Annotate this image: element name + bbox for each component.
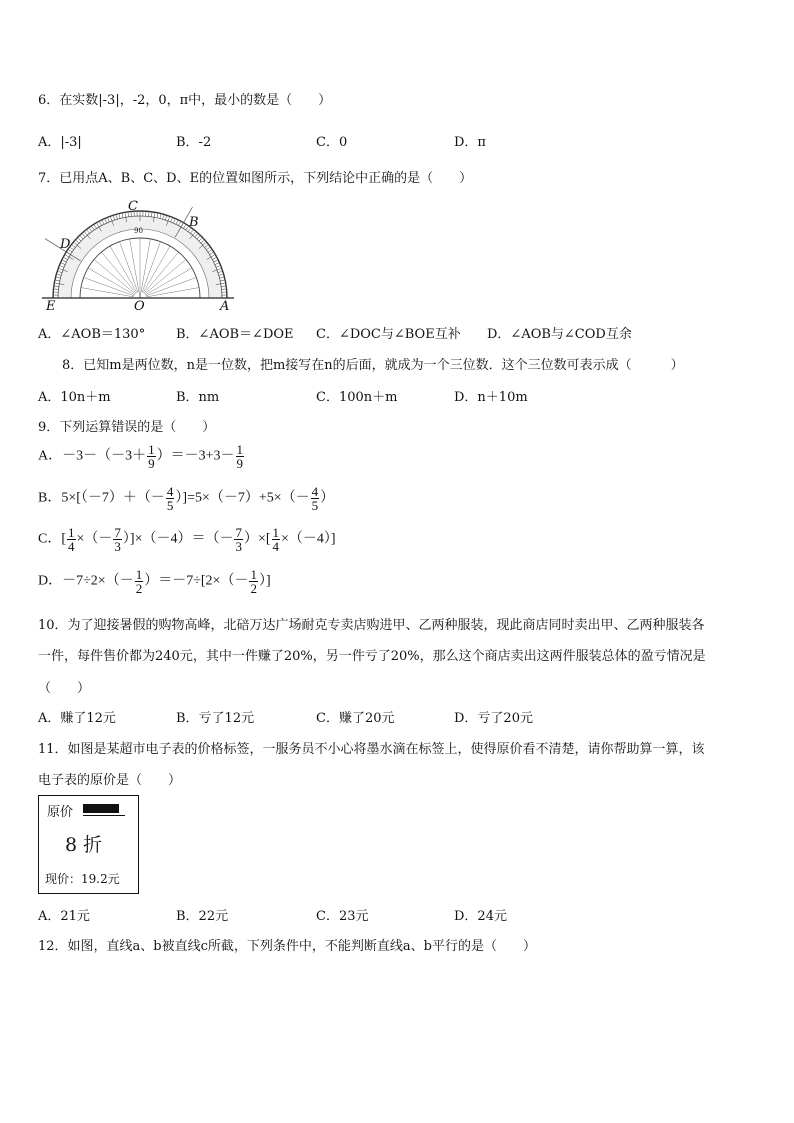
q8-stem: 8．已知m是两位数，n是一位数，把m接写在n的后面，就成为一个三位数．这个三位数可表示成（ ） <box>62 358 684 373</box>
original-price-label: 原价 <box>47 805 74 820</box>
q9-option-b: B．5×[（－7）＋（－ $\frac{4}{5}$ ）]=5×（－7）+5×（－ $\frac{4}{5}$ ） <box>38 484 335 513</box>
q10-option-d: D．亏了20元 <box>454 711 533 726</box>
q10-option-b: B．亏了12元 <box>176 711 255 726</box>
label-e: E <box>46 299 56 314</box>
fraction: $\frac{1}{2}$ <box>135 567 143 596</box>
label-d: D <box>60 237 71 252</box>
q11-option-b: B．22元 <box>176 909 229 924</box>
q6-option-d: D．π <box>454 135 486 150</box>
q10-option-a: A．赚了12元 <box>38 711 116 726</box>
price-tag <box>38 795 139 894</box>
fraction: $\frac{1}{4}$ <box>68 525 75 554</box>
q8-option-a: A．10n＋m <box>38 390 111 405</box>
protractor-figure <box>36 193 236 315</box>
q9-option-a: A．－3－（－3＋ $\frac{1}{9}$ ）＝－3+3－ $\frac{1}{9}$ <box>38 442 244 471</box>
q7-stem: 7．已用点A、B、C、D、E的位置如图所示，下列结论中正确的是（ ） <box>38 171 473 186</box>
q11-option-c: C．23元 <box>316 909 369 924</box>
current-price-label: 现价：19.2元 <box>45 872 120 886</box>
q11-option-d: D．24元 <box>454 909 507 924</box>
fraction: $\frac{1}{9}$ <box>148 442 155 471</box>
fraction: $\frac{7}{3}$ <box>114 525 121 554</box>
q11-stem-line2: 电子表的原价是（ ） <box>38 773 182 788</box>
discount-label: 8 折 <box>65 834 103 856</box>
fraction: $\frac{7}{3}$ <box>235 525 242 554</box>
fraction: $\frac{4}{5}$ <box>311 484 319 513</box>
q6-option-b: B．-2 <box>176 135 212 150</box>
q6-option-c: C．0 <box>316 135 348 150</box>
ink-blot <box>83 804 119 813</box>
q6-option-a: A．|-3| <box>38 135 82 150</box>
q10-stem-line2: 一件，每件售价都为240元，其中一件赚了20%，另一件亏了20%，那么这个商店卖出这两件服装总体的盈亏情况是 <box>38 649 706 664</box>
label-c: C <box>128 199 138 214</box>
label-a: A <box>220 299 230 314</box>
q9-stem: 9．下列运算错误的是（ ） <box>38 420 216 435</box>
label-o: O <box>134 299 145 314</box>
q8-option-c: C．100n＋m <box>316 390 398 405</box>
q10-stem-line3: （ ） <box>38 681 91 696</box>
q7-option-b: B．∠AOB＝∠DOE <box>176 327 294 342</box>
q9-option-d: D．－7÷2×（－ $\frac{1}{2}$ ）＝－7÷[2×（－ $\frac{1}{2}$ ）] <box>38 567 271 596</box>
q12-stem: 12．如图，直线a、b被直线c所截，下列条件中，不能判断直线a、b平行的是（ ） <box>38 939 536 954</box>
q10-stem-line1: 10．为了迎接暑假的购物高峰，北碚万达广场耐克专卖店购进甲、乙两种服装，现此商店同时卖出甲、乙两种服装各 <box>38 618 705 633</box>
fraction: $\frac{1}{2}$ <box>250 567 257 596</box>
q7-option-a: A．∠AOB＝130° <box>38 327 146 342</box>
fraction: $\frac{1}{4}$ <box>272 525 280 554</box>
fraction: $\frac{4}{5}$ <box>166 484 174 513</box>
q9-option-c: C．[ $\frac{1}{4}$ ×（－ $\frac{7}{3}$ ）]×（－4）＝（－ $\frac{7}{3}$ ）×[ $\frac{1}{4}$ ×（－4）] <box>38 525 336 554</box>
q11-option-a: A．21元 <box>38 909 90 924</box>
q8-option-d: D．n＋10m <box>454 390 528 405</box>
q7-option-c: C．∠DOC与∠BOE互补 <box>316 327 461 342</box>
q7-option-d: D．∠AOB与∠COD互余 <box>487 327 632 342</box>
q8-option-b: B．nm <box>176 390 220 405</box>
q6-stem: 6．在实数|-3|，-2，0，π中，最小的数是（ ） <box>38 93 332 108</box>
label-b: B <box>189 215 199 230</box>
q10-option-c: C．赚了20元 <box>316 711 395 726</box>
fraction: $\frac{1}{9}$ <box>236 442 244 471</box>
q11-stem-line1: 11．如图是某超市电子表的价格标签，一服务员不小心将墨水滴在标签上，使得原价看不清楚，请你帮助算一算，该 <box>38 742 705 757</box>
price-underline <box>83 815 125 816</box>
protractor-90-mark: 90 <box>134 227 143 235</box>
